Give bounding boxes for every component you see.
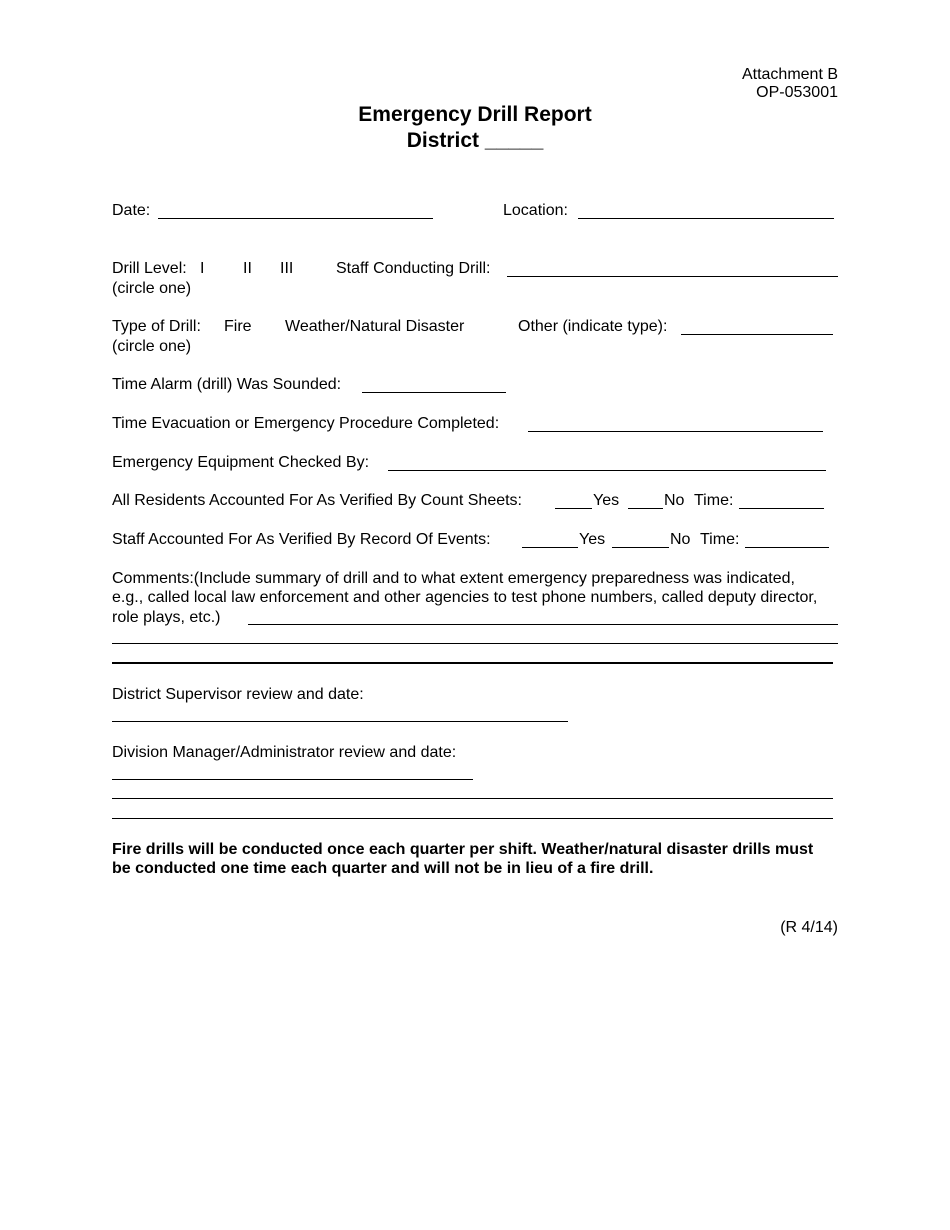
staff-accounted-label: Staff Accounted For As Verified By Record Of Events: bbox=[112, 531, 491, 548]
equipment-checked-field[interactable] bbox=[388, 470, 826, 471]
comments-label-line3: role plays, etc.) bbox=[112, 609, 221, 626]
division-manager-extra-line2[interactable] bbox=[112, 818, 833, 819]
revision-label: (R 4/14) bbox=[780, 919, 838, 936]
comments-field-line3[interactable] bbox=[112, 662, 833, 664]
time-evacuation-label: Time Evacuation or Emergency Procedure Completed: bbox=[112, 415, 500, 432]
residents-yes-label: Yes bbox=[593, 492, 620, 509]
date-label: Date: bbox=[112, 202, 151, 219]
type-of-drill-label: Type of Drill: bbox=[112, 318, 201, 335]
staff-no-label: No bbox=[670, 531, 691, 548]
staff-conducting-field[interactable] bbox=[507, 276, 838, 277]
drill-level-option-3[interactable]: III bbox=[280, 260, 294, 277]
location-label: Location: bbox=[503, 202, 568, 219]
time-alarm-label: Time Alarm (drill) Was Sounded: bbox=[112, 376, 342, 393]
staff-yes-field[interactable] bbox=[522, 547, 578, 548]
circle-one-note: (circle one) bbox=[112, 280, 192, 297]
drill-level-label: Drill Level: bbox=[112, 260, 187, 277]
district-title: District _____ bbox=[406, 129, 544, 152]
comments-field-line1[interactable] bbox=[248, 624, 838, 625]
other-type-field[interactable] bbox=[681, 334, 833, 335]
time-alarm-field[interactable] bbox=[362, 392, 506, 393]
date-field[interactable] bbox=[158, 218, 433, 219]
staff-time-field[interactable] bbox=[745, 547, 829, 548]
division-manager-extra-line1[interactable] bbox=[112, 798, 833, 799]
drill-level-option-1[interactable]: I bbox=[200, 260, 205, 277]
location-field[interactable] bbox=[578, 218, 834, 219]
other-type-label: Other (indicate type): bbox=[518, 318, 668, 335]
residents-no-field[interactable] bbox=[628, 508, 663, 509]
drill-level-option-2[interactable]: II bbox=[243, 260, 252, 277]
comments-field-line2[interactable] bbox=[112, 643, 838, 644]
equipment-checked-label: Emergency Equipment Checked By: bbox=[112, 454, 370, 471]
residents-no-label: No bbox=[664, 492, 685, 509]
comments-label-line2: e.g., called local law enforcement and other agencies to test phone numbers, called deputy director, bbox=[112, 589, 818, 606]
division-manager-label: Division Manager/Administrator review and date: bbox=[112, 744, 457, 761]
residents-time-label: Time: bbox=[694, 492, 734, 509]
residents-yes-field[interactable] bbox=[555, 508, 592, 509]
division-manager-field[interactable] bbox=[112, 779, 473, 780]
circle-one-note-2: (circle one) bbox=[112, 338, 192, 355]
staff-yes-label: Yes bbox=[579, 531, 606, 548]
staff-conducting-label: Staff Conducting Drill: bbox=[336, 260, 491, 277]
comments-label-line1: Comments:(Include summary of drill and to what extent emergency preparedness was indicated, bbox=[112, 570, 795, 587]
type-option-fire[interactable]: Fire bbox=[224, 318, 252, 335]
staff-time-label: Time: bbox=[700, 531, 740, 548]
time-evacuation-field[interactable] bbox=[528, 431, 823, 432]
attachment-label: Attachment B bbox=[741, 66, 838, 83]
form-number: OP-053001 bbox=[756, 84, 838, 101]
type-option-weather[interactable]: Weather/Natural Disaster bbox=[285, 318, 465, 335]
page-title: Emergency Drill Report bbox=[358, 103, 592, 126]
notice-line1: Fire drills will be conducted once each quarter per shift. Weather/natural disaster drills must bbox=[112, 841, 814, 858]
notice-line2: be conducted one time each quarter and will not be in lieu of a fire drill. bbox=[112, 860, 654, 877]
residents-accounted-label: All Residents Accounted For As Verified By Count Sheets: bbox=[112, 492, 522, 509]
district-supervisor-field[interactable] bbox=[112, 721, 568, 722]
residents-time-field[interactable] bbox=[739, 508, 824, 509]
district-supervisor-label: District Supervisor review and date: bbox=[112, 686, 364, 703]
staff-no-field[interactable] bbox=[612, 547, 669, 548]
